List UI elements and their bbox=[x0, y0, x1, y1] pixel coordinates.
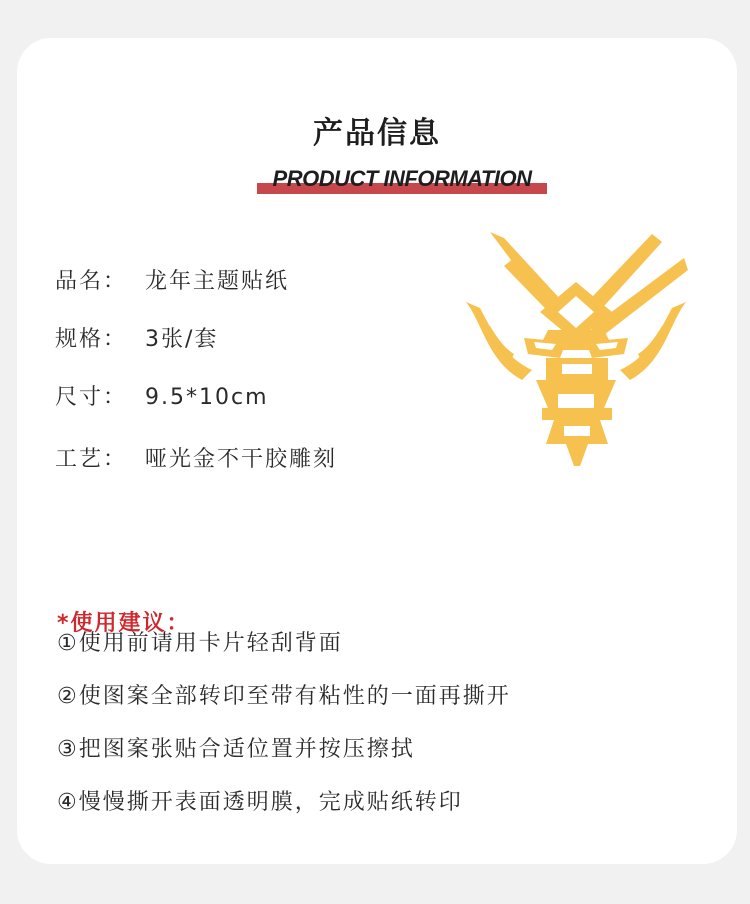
info-row-craft bbox=[55, 442, 337, 472]
info-label: 规格： bbox=[55, 327, 128, 352]
info-value: 3张/套 bbox=[145, 327, 219, 352]
info-row-size bbox=[55, 380, 269, 410]
page-title: 产品信息 bbox=[313, 116, 441, 151]
info-value: 哑光金不干胶雕刻 bbox=[145, 447, 338, 472]
info-row-name bbox=[55, 264, 289, 294]
info-label: 品名： bbox=[55, 269, 128, 294]
info-row-spec bbox=[55, 322, 218, 352]
usage-title: *使用建议： bbox=[57, 611, 191, 636]
subtitle-banner bbox=[257, 166, 547, 196]
usage-step: ④慢慢撕开表面透明膜，完成贴纸转印 bbox=[57, 790, 463, 815]
usage-step: ①使用前请用卡片轻刮背面 bbox=[57, 631, 343, 656]
info-value: 龙年主题贴纸 bbox=[145, 269, 290, 294]
info-label: 工艺： bbox=[55, 447, 128, 472]
dragon-head-icon bbox=[462, 230, 690, 470]
usage-step: ③把图案张贴合适位置并按压擦拭 bbox=[57, 737, 415, 762]
page-subtitle: PRODUCT INFORMATION bbox=[272, 166, 532, 191]
info-label: 尺寸： bbox=[55, 385, 128, 410]
usage-step: ②使图案全部转印至带有粘性的一面再撕开 bbox=[57, 684, 511, 709]
info-value: 9.5*10cm bbox=[145, 385, 269, 410]
